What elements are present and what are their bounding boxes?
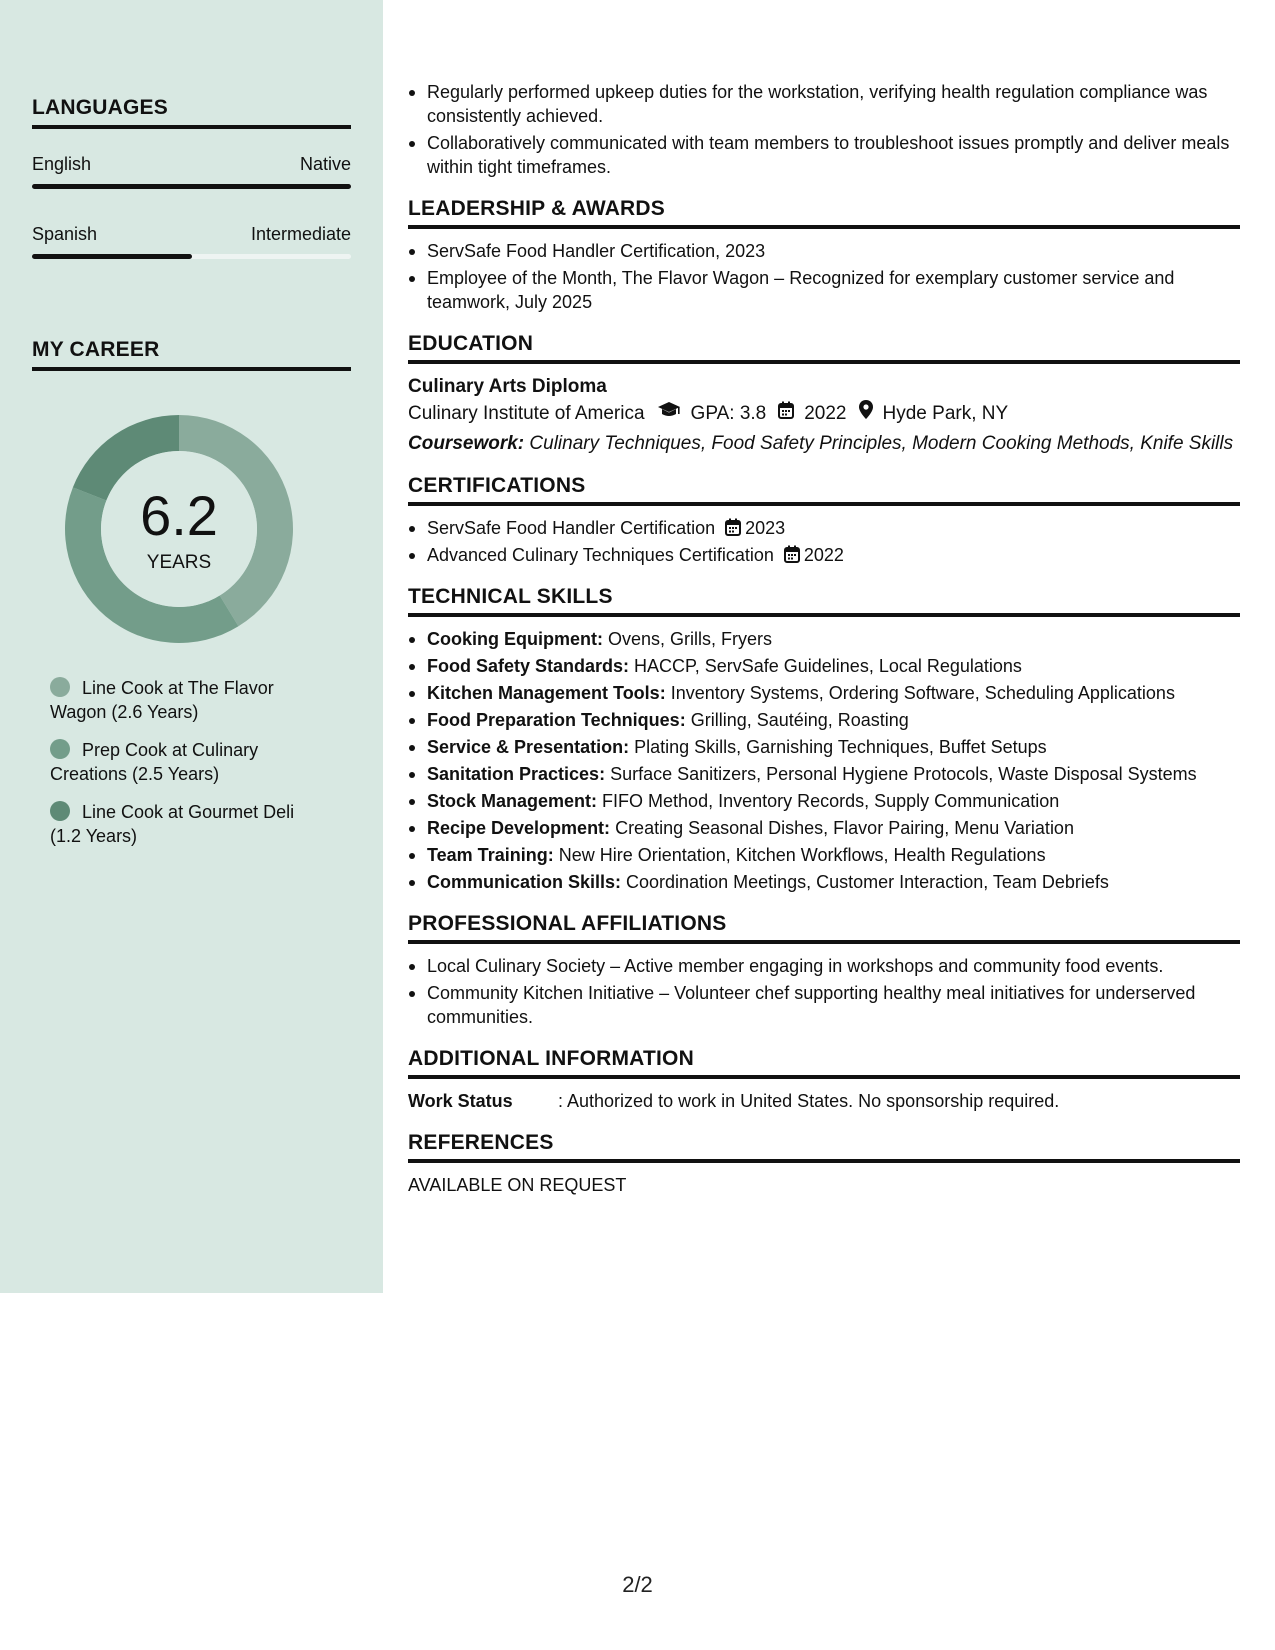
language-bar-fill [32,254,192,259]
location-pin-icon [859,400,873,428]
skill-value: Creating Seasonal Dishes, Flavor Pairing, Menu Variation [610,818,1074,838]
work-status-value: : Authorized to work in United States. No sponsorship required. [558,1091,1060,1111]
skill-key: Service & Presentation: [427,737,630,757]
skill-key: Stock Management: [427,791,598,811]
calendar-icon [725,518,741,536]
legend-dot [50,677,70,697]
list-item: Employee of the Month, The Flavor Wagon – Recognized for exemplary customer service and teamwork, July 2025 [408,266,1240,314]
language-level: Intermediate [250,224,351,244]
edu-coursework [408,432,1240,456]
skill-key: Team Training: [427,845,554,865]
coursework-text: Culinary Techniques, Food Safety Principles, Modern Cooking Methods, Knife Skills [524,433,1234,454]
certifications-list [408,516,1240,567]
language-level: Native [299,154,351,174]
skill-key: Kitchen Management Tools: [427,683,666,703]
language-name: English [32,154,92,174]
donut-value: 6.2 [140,484,218,547]
cert-year-wrap [725,518,785,538]
language-bar [32,184,351,189]
list-item [408,681,1240,705]
list-item [408,543,1240,567]
language-bar [32,254,351,259]
skill-value: Inventory Systems, Ordering Software, Scheduling Applications [665,683,1175,703]
certifications-heading: CERTIFICATIONS [408,474,1240,506]
sidebar [0,0,383,1293]
references-text: AVAILABLE ON REQUEST [408,1175,627,1195]
skill-value: Grilling, Sautéing, Roasting [685,710,909,730]
list-item [408,627,1240,651]
list-item [408,516,1240,540]
list-item: Collaboratively communicated with team members to troubleshoot issues promptly and deliver meals within tight timeframes. [408,131,1240,179]
legend-dot [50,739,70,759]
skill-key: Food Preparation Techniques: [427,710,686,730]
skill-key: Cooking Equipment: [427,629,603,649]
list-item [408,762,1240,786]
leadership-list [408,239,1240,314]
legend-label: Line Cook at Gourmet Deli (1.2 Years) [50,802,295,846]
language-spanish [32,224,351,259]
career-legend [50,676,320,862]
cert-name: Advanced Culinary Techniques Certification [427,545,774,565]
edu-location: Hyde Park, NY [882,403,1009,424]
edu-school: Culinary Institute of America [408,403,645,424]
skill-value: FIFO Method, Inventory Records, Supply Communication [597,791,1060,811]
references-heading: REFERENCES [408,1131,1240,1163]
list-item: Regularly performed upkeep duties for the workstation, verifying health regulation compliance was consistently achieved. [408,80,1240,128]
leadership-heading: LEADERSHIP & AWARDS [408,197,1240,229]
skills-heading: TECHNICAL SKILLS [408,585,1240,617]
affiliations-list [408,954,1240,1029]
coursework-label: Coursework: [408,433,525,454]
page-number: 2/2 [622,1572,653,1597]
skill-value: Ovens, Grills, Fryers [602,629,772,649]
languages-heading: LANGUAGES [32,96,351,129]
cert-year: 2023 [745,518,786,538]
edu-degree: Culinary Arts Diploma [408,376,607,397]
cert-name: ServSafe Food Handler Certification [427,518,716,538]
legend-label: Prep Cook at Culinary Creations (2.5 Years) [50,740,259,784]
language-name: Spanish [32,224,98,244]
list-item [408,843,1240,867]
skill-value: New Hire Orientation, Kitchen Workflows, Health Regulations [553,845,1046,865]
language-bar-fill [32,184,351,189]
experience-bullets [408,80,1240,179]
cert-year: 2022 [803,545,844,565]
skill-key: Food Safety Standards: [427,656,630,676]
skill-key: Communication Skills: [427,872,622,892]
graduation-cap-icon [657,400,681,428]
donut-unit: YEARS [146,552,212,573]
skill-value: Coordination Meetings, Customer Interaction, Team Debriefs [621,872,1109,892]
skill-key: Sanitation Practices: [427,764,606,784]
list-item [408,654,1240,678]
list-item: Local Culinary Society – Active member engaging in workshops and community food events. [408,954,1240,978]
skill-key: Recipe Development: [427,818,611,838]
legend-dot [50,801,70,821]
work-status-row [408,1089,1240,1113]
main-content [408,80,1240,1197]
skill-value: Surface Sanitizers, Personal Hygiene Protocols, Waste Disposal Systems [605,764,1197,784]
list-item [408,870,1240,894]
skill-value: Plating Skills, Garnishing Techniques, Buffet Setups [629,737,1047,757]
affiliations-heading: PROFESSIONAL AFFILIATIONS [408,912,1240,944]
edu-year: 2022 [804,403,847,424]
career-donut-chart [64,414,294,644]
skills-list [408,627,1240,894]
cert-year-wrap [784,545,844,565]
additional-heading: ADDITIONAL INFORMATION [408,1047,1240,1079]
list-item [408,708,1240,732]
list-item [408,816,1240,840]
list-item [408,735,1240,759]
language-english [32,154,351,189]
calendar-icon [784,545,800,563]
edu-details [408,400,1240,428]
list-item: ServSafe Food Handler Certification, 2023 [408,239,1240,263]
work-status-key: Work Status [408,1091,513,1111]
legend-label: Line Cook at The Flavor Wagon (2.6 Years) [50,678,274,722]
education-heading: EDUCATION [408,332,1240,364]
skill-value: HACCP, ServSafe Guidelines, Local Regulations [629,656,1022,676]
edu-gpa: GPA: 3.8 [690,403,767,424]
list-item: Community Kitchen Initiative – Volunteer chef supporting healthy meal initiatives for underserved communities. [408,981,1240,1029]
list-item [408,789,1240,813]
career-heading: MY CAREER [32,338,351,371]
legend-item [50,676,320,724]
calendar-icon [778,400,794,428]
legend-item [50,800,320,848]
legend-item [50,738,320,786]
